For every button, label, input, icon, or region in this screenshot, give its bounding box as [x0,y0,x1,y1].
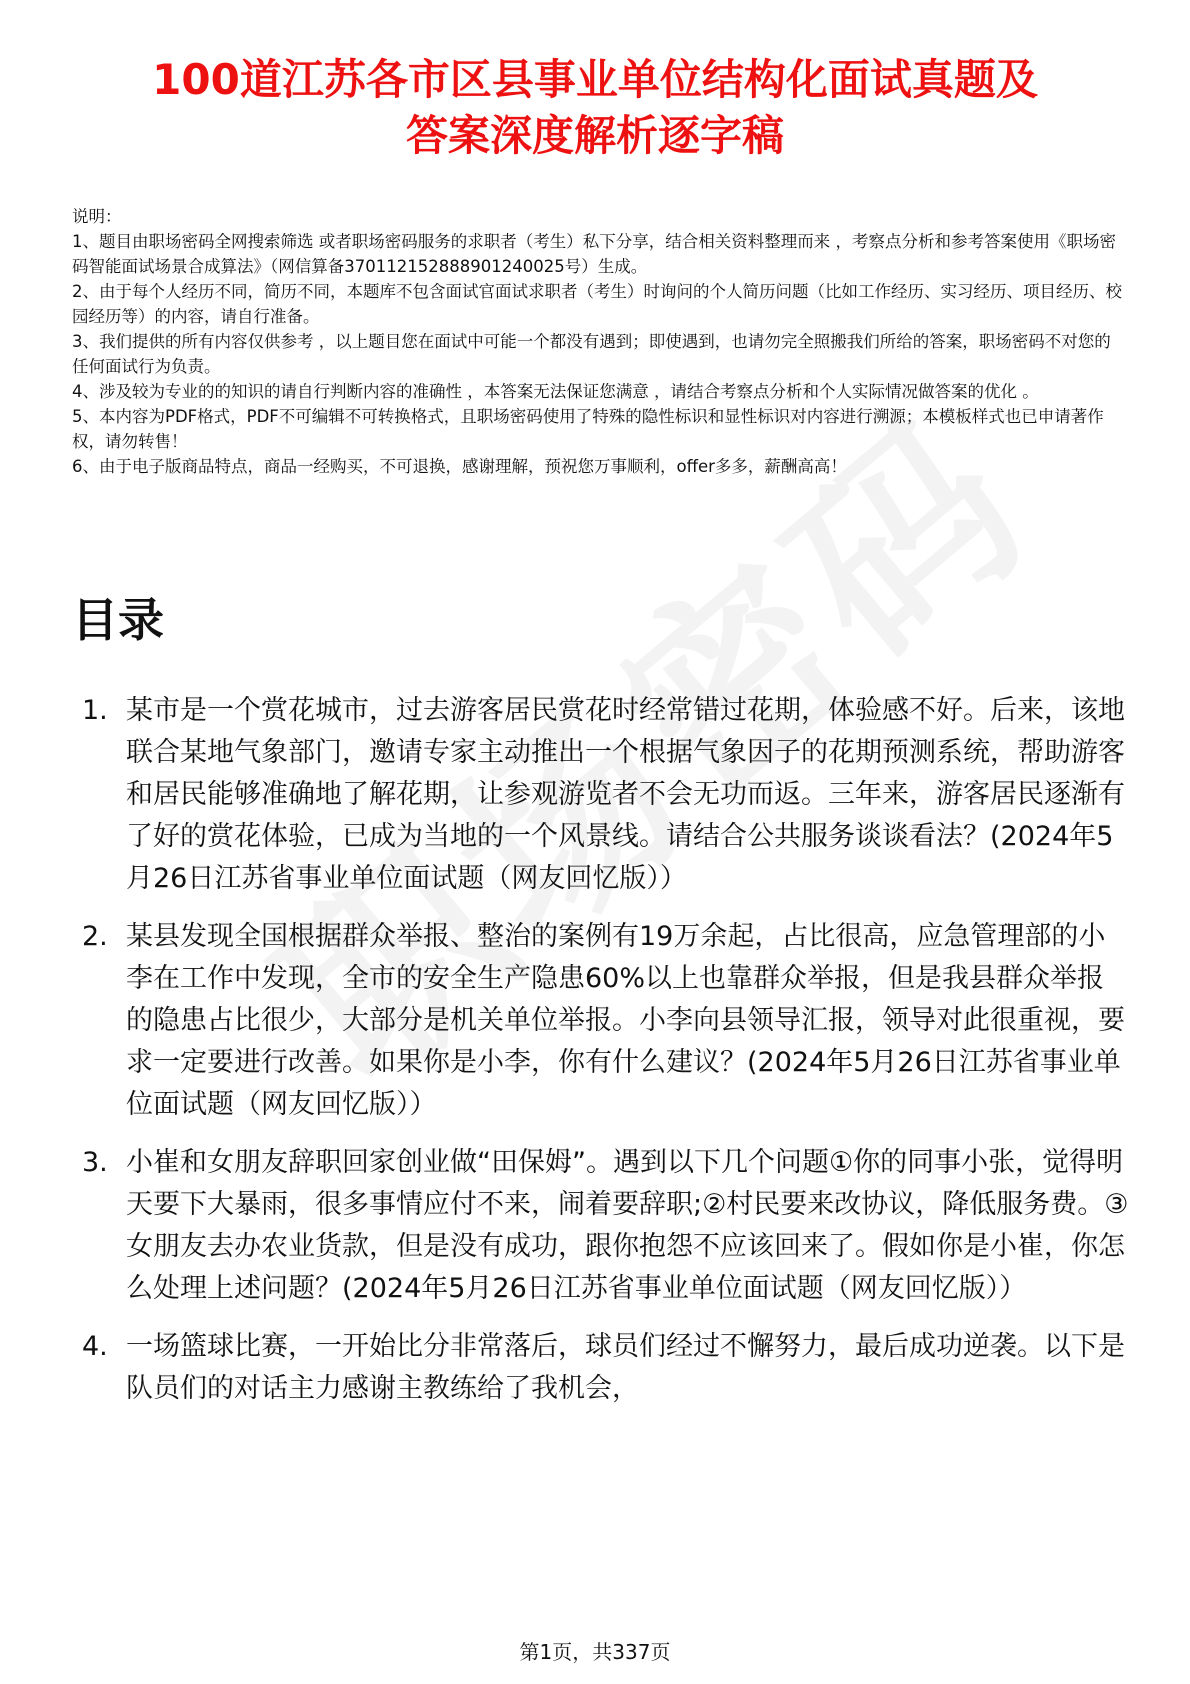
question-item[interactable] [60,690,1130,900]
question-number: 2. [82,921,108,952]
title-line-2: 答案深度解析逐字稿 [405,111,784,160]
title-line-1: 100道江苏各市区县事业单位结构化面试真题及 [152,55,1038,104]
note-item: 3、我们提供的所有内容仅供参考 ，以上题目您在面试中可能一个都没有遇到；即使遇到，也请勿完全照搬我们所给的答案，职场密码不对您的任何面试行为负责。 [72,332,1111,376]
question-number: 3. [82,1147,108,1178]
page-number: 第1页，共337页 [519,1640,671,1664]
document-title [60,52,1130,164]
notes-section [72,204,1122,479]
note-item: 4、涉及较为专业的的知识的请自行判断内容的准确性 ，本答案无法保证您满意 ，请结合考察点分析和个人实际情况做答案的优化 。 [72,382,1039,401]
question-list [60,690,1130,1426]
question-text: 某市是一个赏花城市，过去游客居民赏花时经常错过花期，体验感不好。后来，该地联合某地气象部门，邀请专家主动推出一个根据气象因子的花期预测系统，帮助游客和居民能够准确地了解花期，让参观游览者不会无功而返。三年来，游客居民逐渐有了好的赏花体验，已成为当地的一个风景线。请结合公共服务谈谈看法？(2024年5月26日江苏省事业单位面试题（网友回忆版）） [126,695,1125,894]
question-item[interactable] [60,916,1130,1126]
question-text: 一场篮球比赛，一开始比分非常落后，球员们经过不懈努力，最后成功逆袭。以下是队员们的对话主力感谢主教练给了我机会， [126,1331,1125,1404]
question-text: 小崔和女朋友辞职回家创业做“田保姆”。遇到以下几个问题①你的同事小张，觉得明天要下大暴雨，很多事情应付不来，闹着要辞职;②村民要来改协议，降低服务费。③女朋友去办农业货款，但是没有成功，跟你抱怨不应该回来了。假如你是小崔，你怎么处理上述问题？(2024年5月26日江苏省事业单位面试题（网友回忆版）） [126,1147,1129,1304]
note-item: 2、由于每个人经历不同，简历不同，本题库不包含面试官面试求职者（考生）时询问的个人简历问题（比如工作经历、实习经历、项目经历、校园经历等）的内容，请自行准备。 [72,282,1122,326]
question-item[interactable] [60,1142,1130,1310]
question-number: 1. [82,695,108,726]
notes-heading: 说明： [72,207,122,226]
note-item: 5、本内容为PDF格式，PDF不可编辑不可转换格式，且职场密码使用了特殊的隐性标识和显性标识对内容进行溯源；本模板样式也已申请著作权，请勿转售！ [72,407,1104,451]
note-item: 6、由于电子版商品特点，商品一经购买，不可退换，感谢理解，预祝您万事顺利，offer多多，薪酬高高！ [72,457,847,476]
question-item[interactable] [60,1326,1130,1410]
question-text: 某县发现全国根据群众举报、整治的案例有19万余起，占比很高，应急管理部的小李在工作中发现，全市的安全生产隐患60%以上也靠群众举报，但是我县群众举报的隐患占比很少，大部分是机关单位举报。小李向县领导汇报，领导对此很重视，要求一定要进行改善。如果你是小李，你有什么建议？(2024年5月26日江苏省事业单位面试题（网友回忆版）） [126,921,1125,1120]
toc-heading: 目录 [72,593,164,647]
note-item: 1、题目由职场密码全网搜索筛选 或者职场密码服务的求职者（考生）私下分享，结合相关资料整理而来 ，考察点分析和参考答案使用《职场密码智能面试场景合成算法》（网信算备370112152888901240025号）生成。 [72,232,1116,276]
question-number: 4. [82,1331,108,1362]
